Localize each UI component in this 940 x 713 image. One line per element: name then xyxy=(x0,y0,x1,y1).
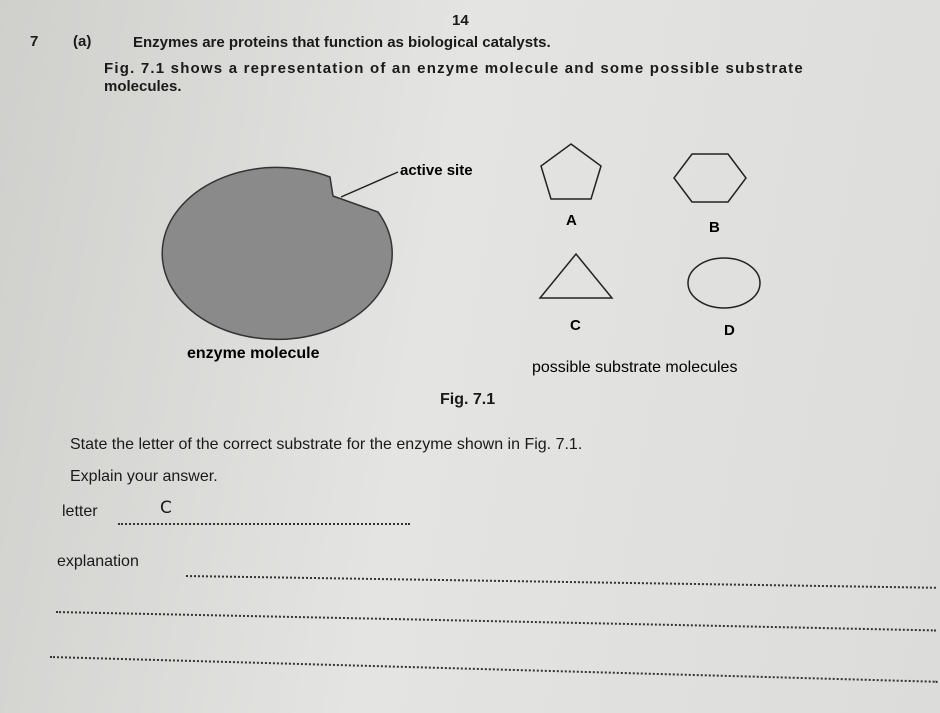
page-number: 14 xyxy=(452,12,469,29)
active-site-label: active site xyxy=(400,162,473,179)
figure-caption: Fig. 7.1 xyxy=(440,391,496,408)
active-site-pointer xyxy=(341,172,398,197)
figure-description-line1: Fig. 7.1 shows a representation of an enzyme molecule and some possible substrate xyxy=(104,60,804,77)
substrate-letter-d: D xyxy=(724,322,735,339)
substrate-c-triangle xyxy=(540,254,612,298)
substrate-a-pentagon xyxy=(541,144,601,199)
letter-answer-handwritten[interactable]: C xyxy=(160,498,172,518)
enzyme-molecule-shape xyxy=(162,167,392,339)
substrate-letter-c: C xyxy=(570,317,581,334)
substrate-b-hexagon xyxy=(674,154,746,202)
letter-label: letter xyxy=(62,503,98,520)
intro-text: Enzymes are proteins that function as biological catalysts. xyxy=(133,34,551,51)
substrate-molecules-label: possible substrate molecules xyxy=(532,359,738,376)
question-text: State the letter of the correct substrate for the enzyme shown in Fig. 7.1. xyxy=(70,436,583,453)
substrate-d-oval xyxy=(688,258,760,308)
letter-answer-line[interactable] xyxy=(118,523,410,525)
question-number: 7 xyxy=(30,33,39,50)
substrate-letter-b: B xyxy=(709,219,720,236)
enzyme-molecule-label: enzyme molecule xyxy=(187,345,320,362)
figure-description-line2: molecules. xyxy=(104,78,182,95)
explanation-label: explanation xyxy=(57,553,139,570)
part-label: (a) xyxy=(73,33,92,50)
instruction-text: Explain your answer. xyxy=(70,468,218,485)
substrate-letter-a: A xyxy=(566,212,577,229)
